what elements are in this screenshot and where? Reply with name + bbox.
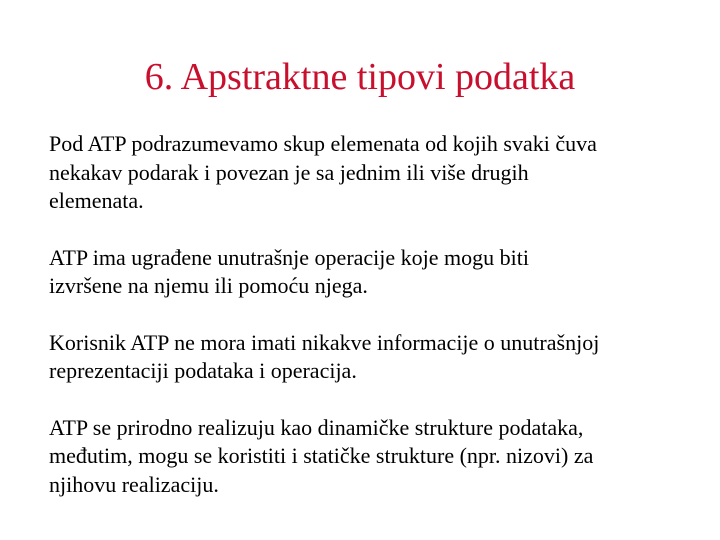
slide-body <box>49 130 689 527</box>
paragraph-operations: ATP ima ugrađene unutrašnje operacije koje mogu biti izvršene na njemu ili pomoću njega. <box>49 244 529 298</box>
paragraph-realization: ATP se prirodno realizuju kao dinamičke strukture podataka, međutim, mogu se koristiti i statičke strukture (npr. nizovi) za njihovu realizaciju. <box>49 414 594 497</box>
paragraph-user: Korisnik ATP ne mora imati nikakve informacije o unutrašnjoj reprezentaciji podataka i operacija. <box>49 329 600 383</box>
paragraph-definition: Pod ATP podrazumevamo skup elemenata od kojih svaki čuva nekakav podarak i povezan je sa jednim ili više drugih elemenata. <box>49 131 597 213</box>
slide-title: 6. Apstraktne tipovi podatka <box>144 56 576 98</box>
